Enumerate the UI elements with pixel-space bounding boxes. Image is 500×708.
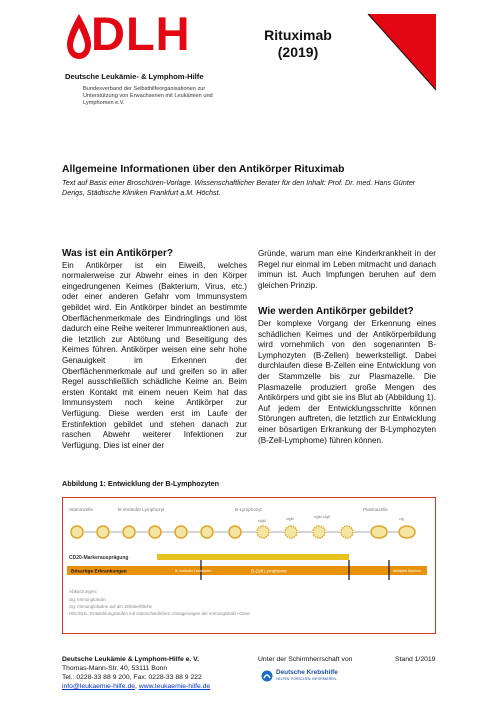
malignant-label: Bösartige Erkrankungen	[71, 569, 127, 575]
deutsche-krebshilfe-logo	[261, 666, 371, 690]
cell-plasmazelle-2	[399, 526, 415, 538]
stage-label-b-vorlaeufer: B-Vorläufer Lymphozyt	[118, 507, 165, 512]
document-title-name: Rituximab	[264, 27, 332, 43]
cell-stage-9	[285, 526, 297, 538]
right-heading: Wie werden Antikörper gebildet?	[258, 306, 414, 318]
section-description: Text auf Basis einer Broschüren-Vorlage. Wissenschaftlicher Berater für den Inhalt: Prof. Dr. med. Hans Günter Derigs, Städtische Kliniken Frankfurt a.M. Höchst.	[62, 178, 416, 197]
right-continuation: Gründe, warum man eine Kinderkrankheit in der Regel nur einmal im Leben mitmacht und danach immun ist. Auch Impfungen beruhen auf dem gleichen Prinzip.	[258, 249, 436, 290]
cell-stage-10	[313, 526, 325, 538]
right-column	[258, 249, 436, 446]
legend-line-3: HDL/NHL: Entwicklungsstufen mit unterschiedlichen Umlagerungen der Immunglobulin-Gene	[69, 611, 250, 616]
cell-stage-5	[175, 526, 187, 538]
cell-stage-8	[257, 526, 269, 538]
patron-name: Deutsche Krebshilfe	[276, 669, 338, 676]
krebshilfe-icon	[261, 670, 273, 682]
label-cig: cIg	[399, 517, 404, 521]
cell-stage-6	[201, 526, 213, 538]
patron-tagline: HELFEN. FORSCHEN. INFORMIEREN.	[276, 677, 337, 681]
footer-stand: Stand 1/2019	[395, 656, 436, 663]
cell-plasmazelle	[371, 526, 387, 538]
corner-triangle-icon	[366, 12, 438, 92]
left-column	[62, 249, 247, 451]
stage-label-b-lymphozyt: B-Lymphozyt	[235, 507, 262, 512]
document-title	[258, 27, 338, 61]
footer-contact	[62, 655, 262, 691]
b-lymphocyte-diagram	[63, 498, 434, 632]
stage-label-plasmazelle: Plasmazelle	[363, 507, 388, 512]
drop-logo-icon	[64, 12, 94, 62]
footer-link-separator: ,	[135, 683, 137, 690]
b-zell-label: B-Zell Lymphome	[251, 568, 287, 574]
cell-stammzelle	[71, 526, 83, 538]
cell-stage-4	[149, 526, 161, 538]
label-sigm-1: sIgM	[258, 519, 266, 523]
footer-address: Thomas-Mann-Str. 40, 53111 Bonn	[62, 665, 168, 672]
b-lymphocyte-figure	[62, 497, 436, 634]
footer-website-link[interactable]: www.leukaemie-hilfe.de	[138, 683, 211, 690]
logo-text: DLH	[91, 7, 191, 60]
label-sigm-2: sIgM	[286, 517, 294, 521]
section-title: Allgemeine Informationen über den Antikörper Rituximab	[62, 164, 345, 175]
label-sigm-sigd: sIgM sIgD	[314, 515, 331, 519]
footer-email-link[interactable]: info@leukaemie-hilfe.de	[62, 683, 136, 690]
figure-caption: Abbildung 1: Entwicklung der B-Lymphozyten	[62, 479, 220, 488]
cell-stage-2	[97, 526, 109, 538]
legend-heading: Abkürzungen:	[69, 589, 98, 594]
cd20-label: CD20-Markerausprägung	[69, 555, 129, 561]
left-heading: Was ist ein Antikörper?	[62, 248, 173, 259]
footer-org: Deutsche Leukämie & Lymphom-Hilfe e. V.	[62, 656, 199, 663]
multiples-myelom-label: Multiples Myelom	[393, 569, 421, 573]
cell-stage-3	[123, 526, 135, 538]
b-vorlaeufer-label: B-Vorläufer Leukämien	[175, 569, 212, 573]
org-subtitle: Bundesverband der Selbsthilfeorganisationen zur Unterstützung von Erwachsenen mit Leukämien und Lymphomen e.V.	[83, 86, 213, 106]
document-title-year: (2019)	[277, 44, 319, 60]
cd20-bar	[157, 554, 349, 560]
legend-line-1: sIg: Immunglobulin	[69, 597, 106, 602]
legend-line-2: cIg: Immunglobuline auf der Zelloberfläche	[69, 604, 152, 609]
cell-stage-7	[229, 526, 241, 538]
org-name: Deutsche Leukämie- & Lymphom-Hilfe	[65, 72, 204, 81]
left-paragraph: Ein Antikörper ist ein Eiweiß, welches normalerweise zur Abwehr eines in den Körper eingedrungenen Keimes (Bakterium, Virus, etc.) oder einer anderen Gefahr vom Immunsystem gebildet wird. Ein Antikörper bindet an bestimmte Oberflächenmerkmale des Eindringlings und löst dadurch eine Reihe weiterer Immunreaktionen aus, die letztlich zur Abtötung und Beseitigung des Keimes führen. Antikörper weisen eine sehr hohe Genauigkeit im Erkennen der Oberflächenmerkmale auf und greifen so in aller Regel ausschließlich schädliche Keime an. Beim ersten Kontakt mit einem neuen Keim hat das Immunsystem noch keine Antikörper zur Verfügung. Diese werden erst im Laufe der Erstinfektion gebildet und stehen danach zur raschen Abwehr weiterer Infektionen zur Verfügung. Dies ist einer der	[62, 260, 247, 450]
cell-stage-11	[341, 526, 353, 538]
footer-patronage: Unter der Schirmherrschaft von	[258, 656, 353, 663]
stage-label-stammzelle: Stammzelle	[69, 507, 93, 512]
right-paragraph: Der komplexe Vorgang der Erkennung eines schädlichen Keimes und der Antikörperbildung wird vornehmlich von den sogenannten B-Lymphozyten (B-Zellen) bewerkstelligt. Dabei durchlaufen diese B-Zellen eine Entwicklung von der Stammzelle bis zur Plasmazelle. Die Plasmazelle produziert große Mengen des Antikörpers und gibt sie ins Blut ab (Abbildung 1). Auf jedem der Entwicklungsschritte können Störungen auftreten, die letztlich zur Entwicklung einer bösartigen Erkrankung der B-Lymphozyten (B-Zell-Lymphome) führen können.	[258, 318, 436, 445]
footer-links	[62, 682, 262, 691]
footer-phone: Tel.: 0228-33 88 9 200, Fax: 0228-33 88 9 222	[62, 674, 202, 681]
